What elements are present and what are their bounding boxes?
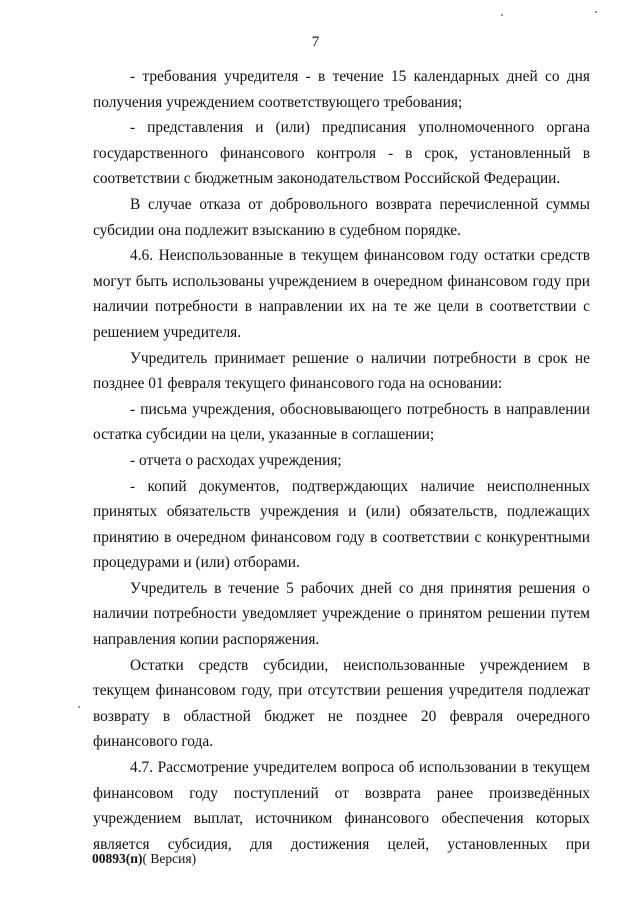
paragraph-document-copies: - копий документов, подтверждающих наличие неисполненных принятых обязательств учреждения и (или) обязательств, подлежащих принятию в очередном финансовом году в соответствии с конкурентными процедурами и (или) отборами.	[93, 477, 590, 572]
document-footer	[92, 851, 196, 867]
paragraph-expense-report: - отчета о расходах учреждения;	[130, 451, 342, 469]
scan-speck	[595, 11, 597, 13]
scan-speck	[78, 706, 80, 708]
paragraph-section-4-6: 4.6. Неиспользованные в текущем финансовом году остатки средств могут быть использованы учреждением в очередном финансовом году при наличии потребности в направлении их на те же цели в соответствии с решением учредителя.	[93, 247, 590, 341]
paragraph-section-4-7: 4.7. Рассмотрение учредителем вопроса об использовании в текущем финансовом году поступлений от возврата ранее произведённых учреждением выплат, источником финансового обеспечения которых является субсидия, для достижения целей, установленных при	[93, 759, 590, 853]
paragraph-institution-letter: - письма учреждения, обосновывающего потребность в направлении остатка субсидии на цели, указанные в соглашении;	[93, 400, 590, 444]
document-body	[93, 64, 590, 857]
paragraph-founder-decision: Учредитель принимает решение о наличии потребности в срок не позднее 01 февраля текущего финансового года на основании:	[93, 349, 590, 393]
document-code: 00893(п)	[92, 851, 143, 866]
page-number: 7	[311, 34, 320, 50]
paragraph-founder-notification: Учредитель в течение 5 рабочих дней со дня принятия решения о наличии потребности уведомляет учреждение о принятом решении путем направления копии распоряжения.	[93, 579, 590, 649]
paragraph-refusal-recovery: В случае отказа от добровольного возврата перечисленной суммы субсидии она подлежит взысканию в судебном порядке.	[93, 195, 590, 239]
paragraph-control-body-deadline: - представления и (или) предписания уполномоченного органа государственного финансового контроля - в срок, установленный в соответствии с бюджетным законодательством Российской Федерации.	[93, 119, 590, 188]
paragraph-remaining-funds-return: Остатки средств субсидии, неиспользованные учреждением в текущем финансовом году, при отсутствии решения учредителя подлежат возврату в областной бюджет не позднее 20 февраля очередного финансового года.	[93, 656, 590, 751]
scan-speck	[501, 14, 503, 16]
paragraph-requirement-deadline: - требования учредителя - в течение 15 календарных дней со дня получения учреждением соответствующего требования;	[93, 68, 590, 111]
document-version: ( Версия)	[142, 851, 197, 866]
